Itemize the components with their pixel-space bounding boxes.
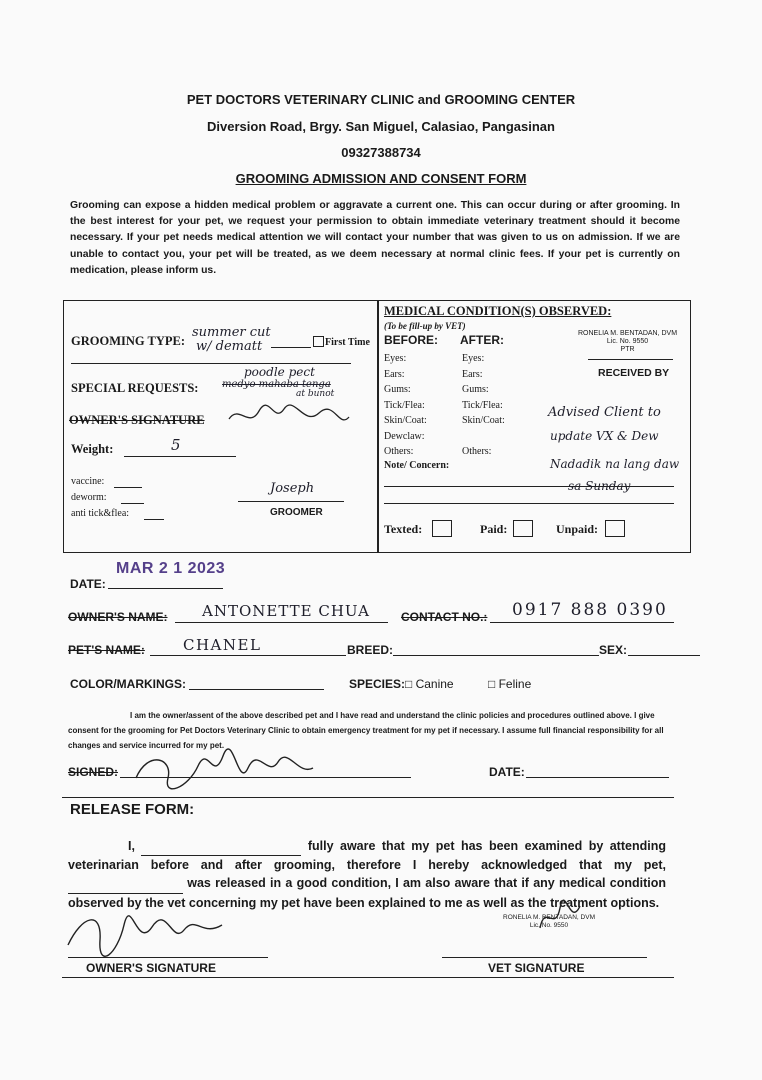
color-label: COLOR/MARKINGS: [70, 677, 186, 691]
clinic-name: PET DOCTORS VETERINARY CLINIC and GROOMING CENTER [186, 92, 576, 107]
vet-stamp [578, 330, 677, 354]
medical-subtitle: (To be fill-up by VET) [384, 321, 466, 331]
before-eyes: Eyes: [384, 353, 407, 364]
first-time-label: First Time [325, 337, 370, 348]
note-line-2 [384, 503, 674, 504]
hand-note-3: Nadadik na lang daw [550, 457, 680, 471]
color-line [189, 689, 324, 690]
sex-label: SEX: [599, 643, 628, 657]
unpaid-label: Unpaid: [556, 522, 599, 536]
owner-name-line [175, 622, 388, 623]
vet-stamp-name: RONELIA M. BENTADAN, DVM [578, 330, 678, 337]
groomer-line [238, 501, 344, 502]
after-items [462, 351, 505, 460]
received-line [588, 359, 673, 360]
release-vet-signature-label: VET SIGNATURE [488, 961, 585, 975]
after-blank [462, 429, 505, 445]
texted-checkbox[interactable] [432, 520, 452, 537]
hand-note-2: update VX & Dew [550, 429, 659, 443]
owner-name-label: OWNER'S NAME: [68, 610, 168, 624]
signed-label: SIGNED: [68, 765, 119, 779]
owner-name-value: ANTONETTE CHUA [202, 602, 370, 620]
contact-line [490, 622, 674, 623]
release-owner-line [68, 957, 268, 958]
date-stamp: MAR 2 1 2023 [116, 560, 226, 577]
breed-line [393, 655, 599, 656]
consent-text: I am the owner/assent of the above described pet and I have read and understand the clinic policies and procedures outlined above. I give consent for the grooming for Pet Doctors Veterinary Clinic to obtain emergency treatment for my pet if necessary. I assume full financial responsibility for all changes and service incurred for my pet. [68, 711, 664, 750]
note-label: Note/ Concern: [384, 460, 450, 471]
release-text-3: was released in a good condition, I am also aware that if any medical condition observed by the vet concerning my pet have been explained to me as well as the treatment options. [68, 876, 666, 910]
release-vet-signature-scribble [535, 898, 585, 938]
vaccine-label: vaccine: [71, 476, 105, 487]
before-tick-flea: Tick/Flea: [384, 399, 425, 411]
note-line-1 [384, 486, 674, 487]
feline-option[interactable]: □ Feline [488, 677, 532, 691]
weight-line [124, 456, 236, 457]
groomer-name: Joseph [270, 481, 315, 496]
paid-checkbox[interactable] [513, 520, 533, 537]
after-tick-flea: Tick/Flea: [462, 399, 503, 411]
received-by-label: RECEIVED BY [598, 367, 670, 379]
after-others: Others: [462, 446, 492, 457]
medical-title: MEDICAL CONDITION(S) OBSERVED: [384, 304, 612, 318]
release-title: RELEASE FORM: [70, 801, 195, 818]
before-others: Others: [384, 446, 414, 457]
first-time-checkbox[interactable] [313, 336, 324, 347]
grooming-box [63, 300, 379, 553]
grooming-type-value-1: summer cut [192, 325, 271, 340]
after-eyes: Eyes: [462, 353, 485, 364]
special-requests-value-2: medyo mahaba tenga [222, 379, 331, 390]
paid-label: Paid: [480, 522, 508, 536]
consent-date-line [526, 777, 669, 778]
release-vet-line [442, 957, 647, 958]
canine-option[interactable]: □ Canine [405, 677, 454, 691]
release-text-2: fully aware that my pet has been examined by attending veterinarian before and after grooming, therefore I hereby acknowledged that my pet, [68, 839, 666, 873]
release-owner-signature-scribble [62, 905, 232, 963]
grooming-type-label: GROOMING TYPE: [71, 334, 186, 348]
consent-signature-scribble [128, 748, 328, 794]
pet-name-line [150, 655, 346, 656]
clinic-address: Diversion Road, Brgy. San Miguel, Calasiao, Pangasinan [207, 119, 555, 134]
owner-signature-label: OWNER'S SIGNATURE [69, 413, 205, 427]
vet-stamp-lic: Lic. No. 9550 [606, 338, 649, 345]
grooming-type-underline [71, 363, 351, 364]
special-requests-label: SPECIAL REQUESTS: [71, 381, 199, 395]
species-label: SPECIES: [349, 677, 406, 691]
deworm-label: deworm: [71, 492, 107, 503]
form-title: GROOMING ADMISSION AND CONSENT FORM [235, 171, 527, 186]
before-skin-coat: Skin/Coat: [384, 415, 427, 426]
hand-note-1: Advised Client to [548, 405, 661, 420]
weight-value: 5 [171, 436, 181, 454]
contact-value: 0917 888 0390 [512, 600, 668, 620]
before-gums: Gums: [384, 384, 411, 395]
clinic-phone: 09327388734 [341, 145, 421, 160]
before-label: BEFORE: [384, 333, 438, 347]
breed-label: BREED: [347, 643, 394, 657]
after-label: AFTER: [460, 333, 504, 347]
release-vet-stamp-name: RONELIA M. BENTADAN, DVM [503, 914, 595, 921]
release-text-1: I, [128, 839, 135, 853]
special-requests-value-1: poodle pect [244, 365, 315, 379]
special-requests-value-3: at bunot [296, 389, 335, 399]
after-ears: Ears: [462, 368, 483, 380]
sex-line [628, 655, 700, 656]
after-gums: Gums: [462, 384, 489, 395]
date-line [108, 588, 223, 589]
weight-label: Weight: [71, 442, 114, 456]
grooming-type-value-2: w/ dematt [196, 339, 263, 354]
consent-date-label: DATE: [489, 765, 525, 779]
texted-label: Texted: [384, 522, 423, 536]
grooming-type-line [271, 347, 311, 348]
after-skin-coat: Skin/Coat: [462, 415, 505, 426]
deworm-line [121, 503, 144, 504]
hand-note-4: sa Sunday [568, 479, 631, 493]
release-bottom-line [62, 977, 674, 978]
anti-tick-line [144, 519, 164, 520]
medical-box [377, 300, 691, 553]
release-separator [62, 797, 674, 798]
groomer-label: GROOMER [270, 507, 323, 518]
pet-name-value: CHANEL [183, 636, 262, 654]
release-owner-blank [141, 837, 301, 856]
owner-signature-scribble [224, 399, 354, 435]
intro-paragraph: Grooming can expose a hidden medical problem or aggravate a current one. This can occur during or after grooming. In the best interest for your pet, we request your permission to obtain immediate veterinary treatment should it become necessary. If your pet needs medical attention we will contact your number that was given to us on admission. If we are unable to contact you, your pet will be treated, as we deem necessary at normal clinic fees. If your pet is currently on medication, please inform us. [70, 200, 680, 276]
before-ears: Ears: [384, 368, 405, 380]
before-items [384, 351, 427, 460]
before-dewclaw: Dewclaw: [384, 430, 425, 442]
vet-stamp-ptr: PTR [620, 346, 635, 353]
date-label: DATE: [70, 577, 106, 591]
unpaid-checkbox[interactable] [605, 520, 625, 537]
contact-label: CONTACT NO.: [401, 610, 488, 624]
pet-name-label: PET'S NAME: [68, 643, 145, 657]
release-pet-blank [68, 874, 183, 893]
release-vet-stamp-lic: Lic. No. 9550 [529, 922, 569, 929]
release-owner-signature-label: OWNER'S SIGNATURE [86, 961, 216, 975]
vaccine-line [114, 487, 142, 488]
anti-tick-label: anti tick&flea: [71, 508, 130, 519]
